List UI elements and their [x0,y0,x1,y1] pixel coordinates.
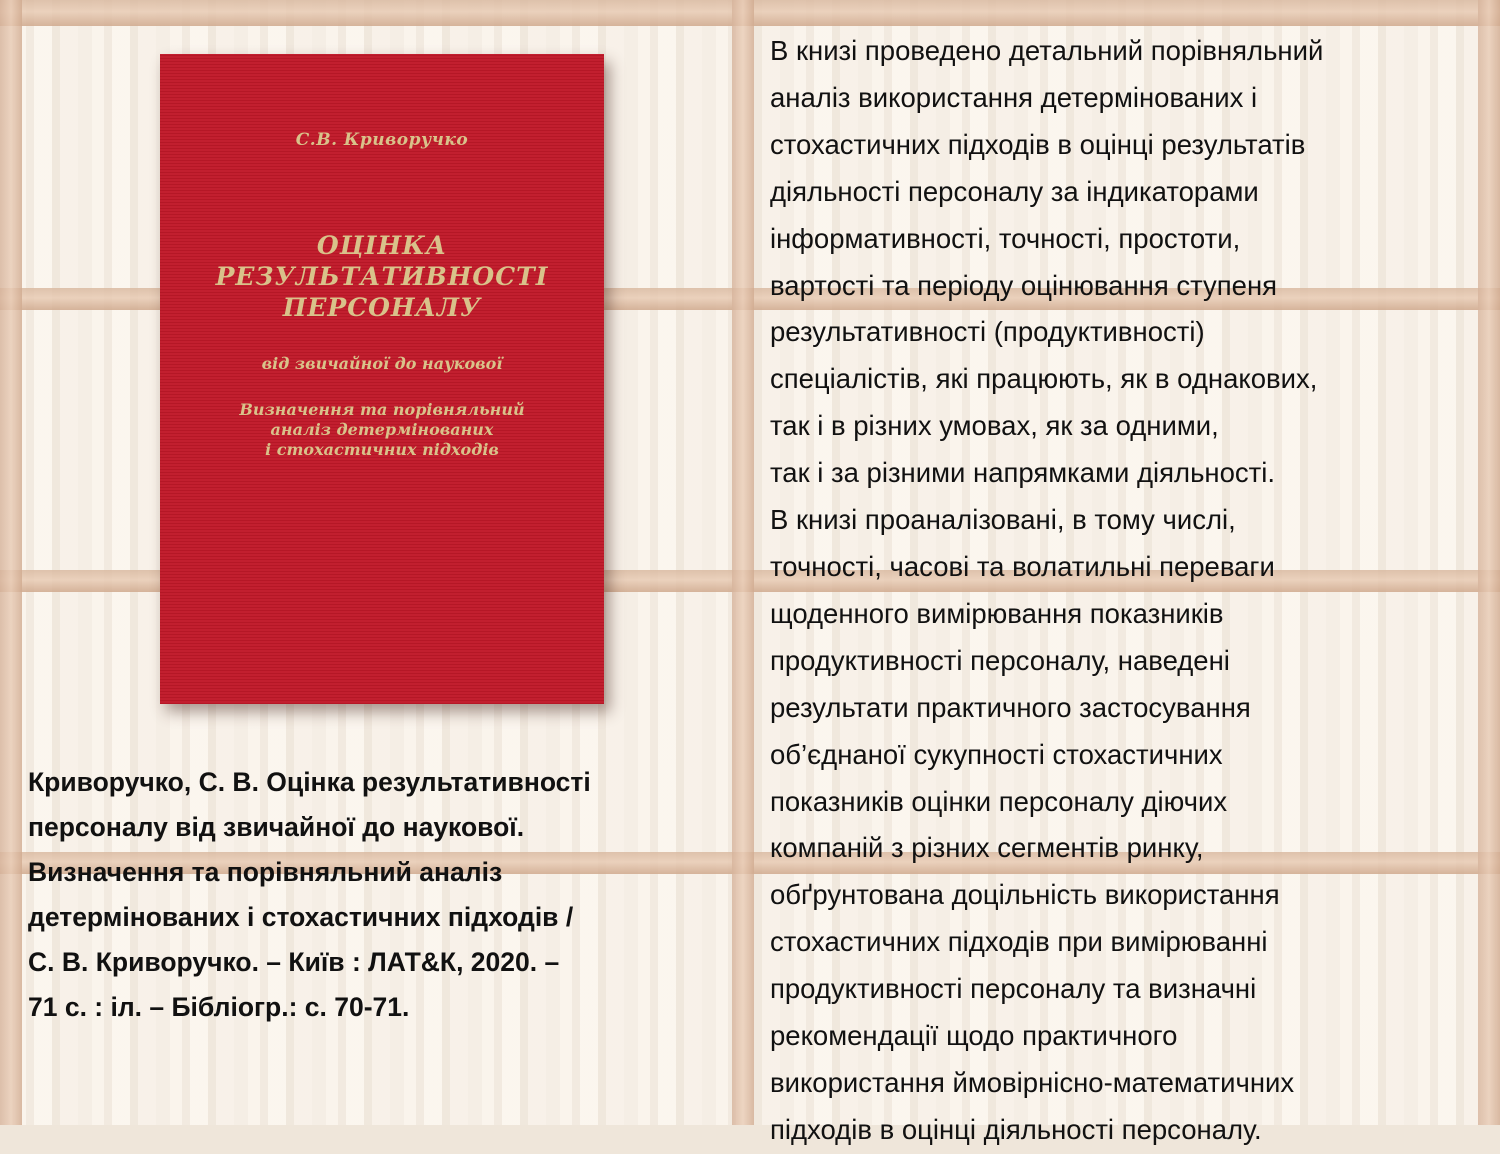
annotation-line: підходів в оцінці діяльності персоналу. [770,1113,1262,1145]
shelf-post [1478,0,1500,1125]
annotation-line: результати практичного застосування [770,691,1251,723]
book-title-line: ОЦІНКА [316,231,448,260]
annotation-line: так і в різних умовах, як за одними, [770,410,1219,442]
book-description-line: Визначення та порівняльний [239,400,525,419]
annotation-line: інформативності, точності, простоти, [770,222,1241,254]
citation-line: детермінованих і стохастичних підходів / [28,902,574,932]
annotation-line: стохастичних підходів в оцінці результатів [770,128,1306,160]
annotation-line: використання ймовірнісно-математичних [770,1066,1295,1098]
annotation-line: рекомендації щодо практичного [770,1020,1178,1052]
annotation-line: стохастичних підходів при вимірюванні [770,926,1268,958]
annotation-line: точності, часові та волатильні переваги [770,550,1275,582]
annotation-line: так і за різними напрямками діяльності. [770,457,1276,489]
citation-line: 71 с. : іл. – Бібліогр.: с. 70-71. [28,992,410,1022]
citation-line: Криворучко, С. В. Оцінка результативності [28,767,591,797]
book-title-line: РЕЗУЛЬТАТИВНОСТІ [215,262,549,291]
annotation-line: В книзі проаналізовані, в тому числі, [770,504,1236,536]
book-annotation [770,28,1480,1154]
book-description-line: аналіз детермінованих [270,420,494,439]
annotation-line: обґрунтована доцільність використання [770,879,1280,911]
annotation-line: щоденного вимірювання показників [770,597,1224,629]
annotation-line: продуктивності персоналу та визначні [770,973,1257,1005]
annotation-line: показників оцінки персоналу діючих [770,785,1228,817]
book-title-line: ПЕРСОНАЛУ [282,293,482,322]
annotation-line: діяльності персоналу за індикаторами [770,175,1259,207]
citation-line: персоналу від звичайної до наукової. [28,812,525,842]
annotation-line: аналіз використання детермінованих і [770,81,1258,113]
annotation-line: компаній з різних сегментів ринку, [770,832,1204,864]
book-title [160,230,604,323]
citation-line: Визначення та порівняльний аналіз [28,857,503,887]
bibliographic-citation [28,760,728,1030]
book-author: С.В. Криворучко [295,130,469,150]
annotation-line: об’єднаної сукупності стохастичних [770,738,1223,770]
book-cover [160,54,604,704]
annotation-line: продуктивності персоналу, наведені [770,644,1230,676]
annotation-line: вартості та періоду оцінювання ступеня [770,269,1278,301]
book-description [160,400,604,460]
annotation-line: спеціалістів, які працюють, як в однакових, [770,363,1318,395]
annotation-line: результативності (продуктивності) [770,316,1205,348]
annotation-line: В книзі проведено детальний порівняльний [770,35,1324,66]
book-subtitle: від звичайної до наукової [261,354,503,373]
shelf-post [0,0,22,1125]
book-description-line: і стохастичних підходів [265,440,499,459]
citation-line: С. В. Криворучко. – Київ : ЛАТ&К, 2020. – [28,947,560,977]
shelf-post [732,0,754,1125]
